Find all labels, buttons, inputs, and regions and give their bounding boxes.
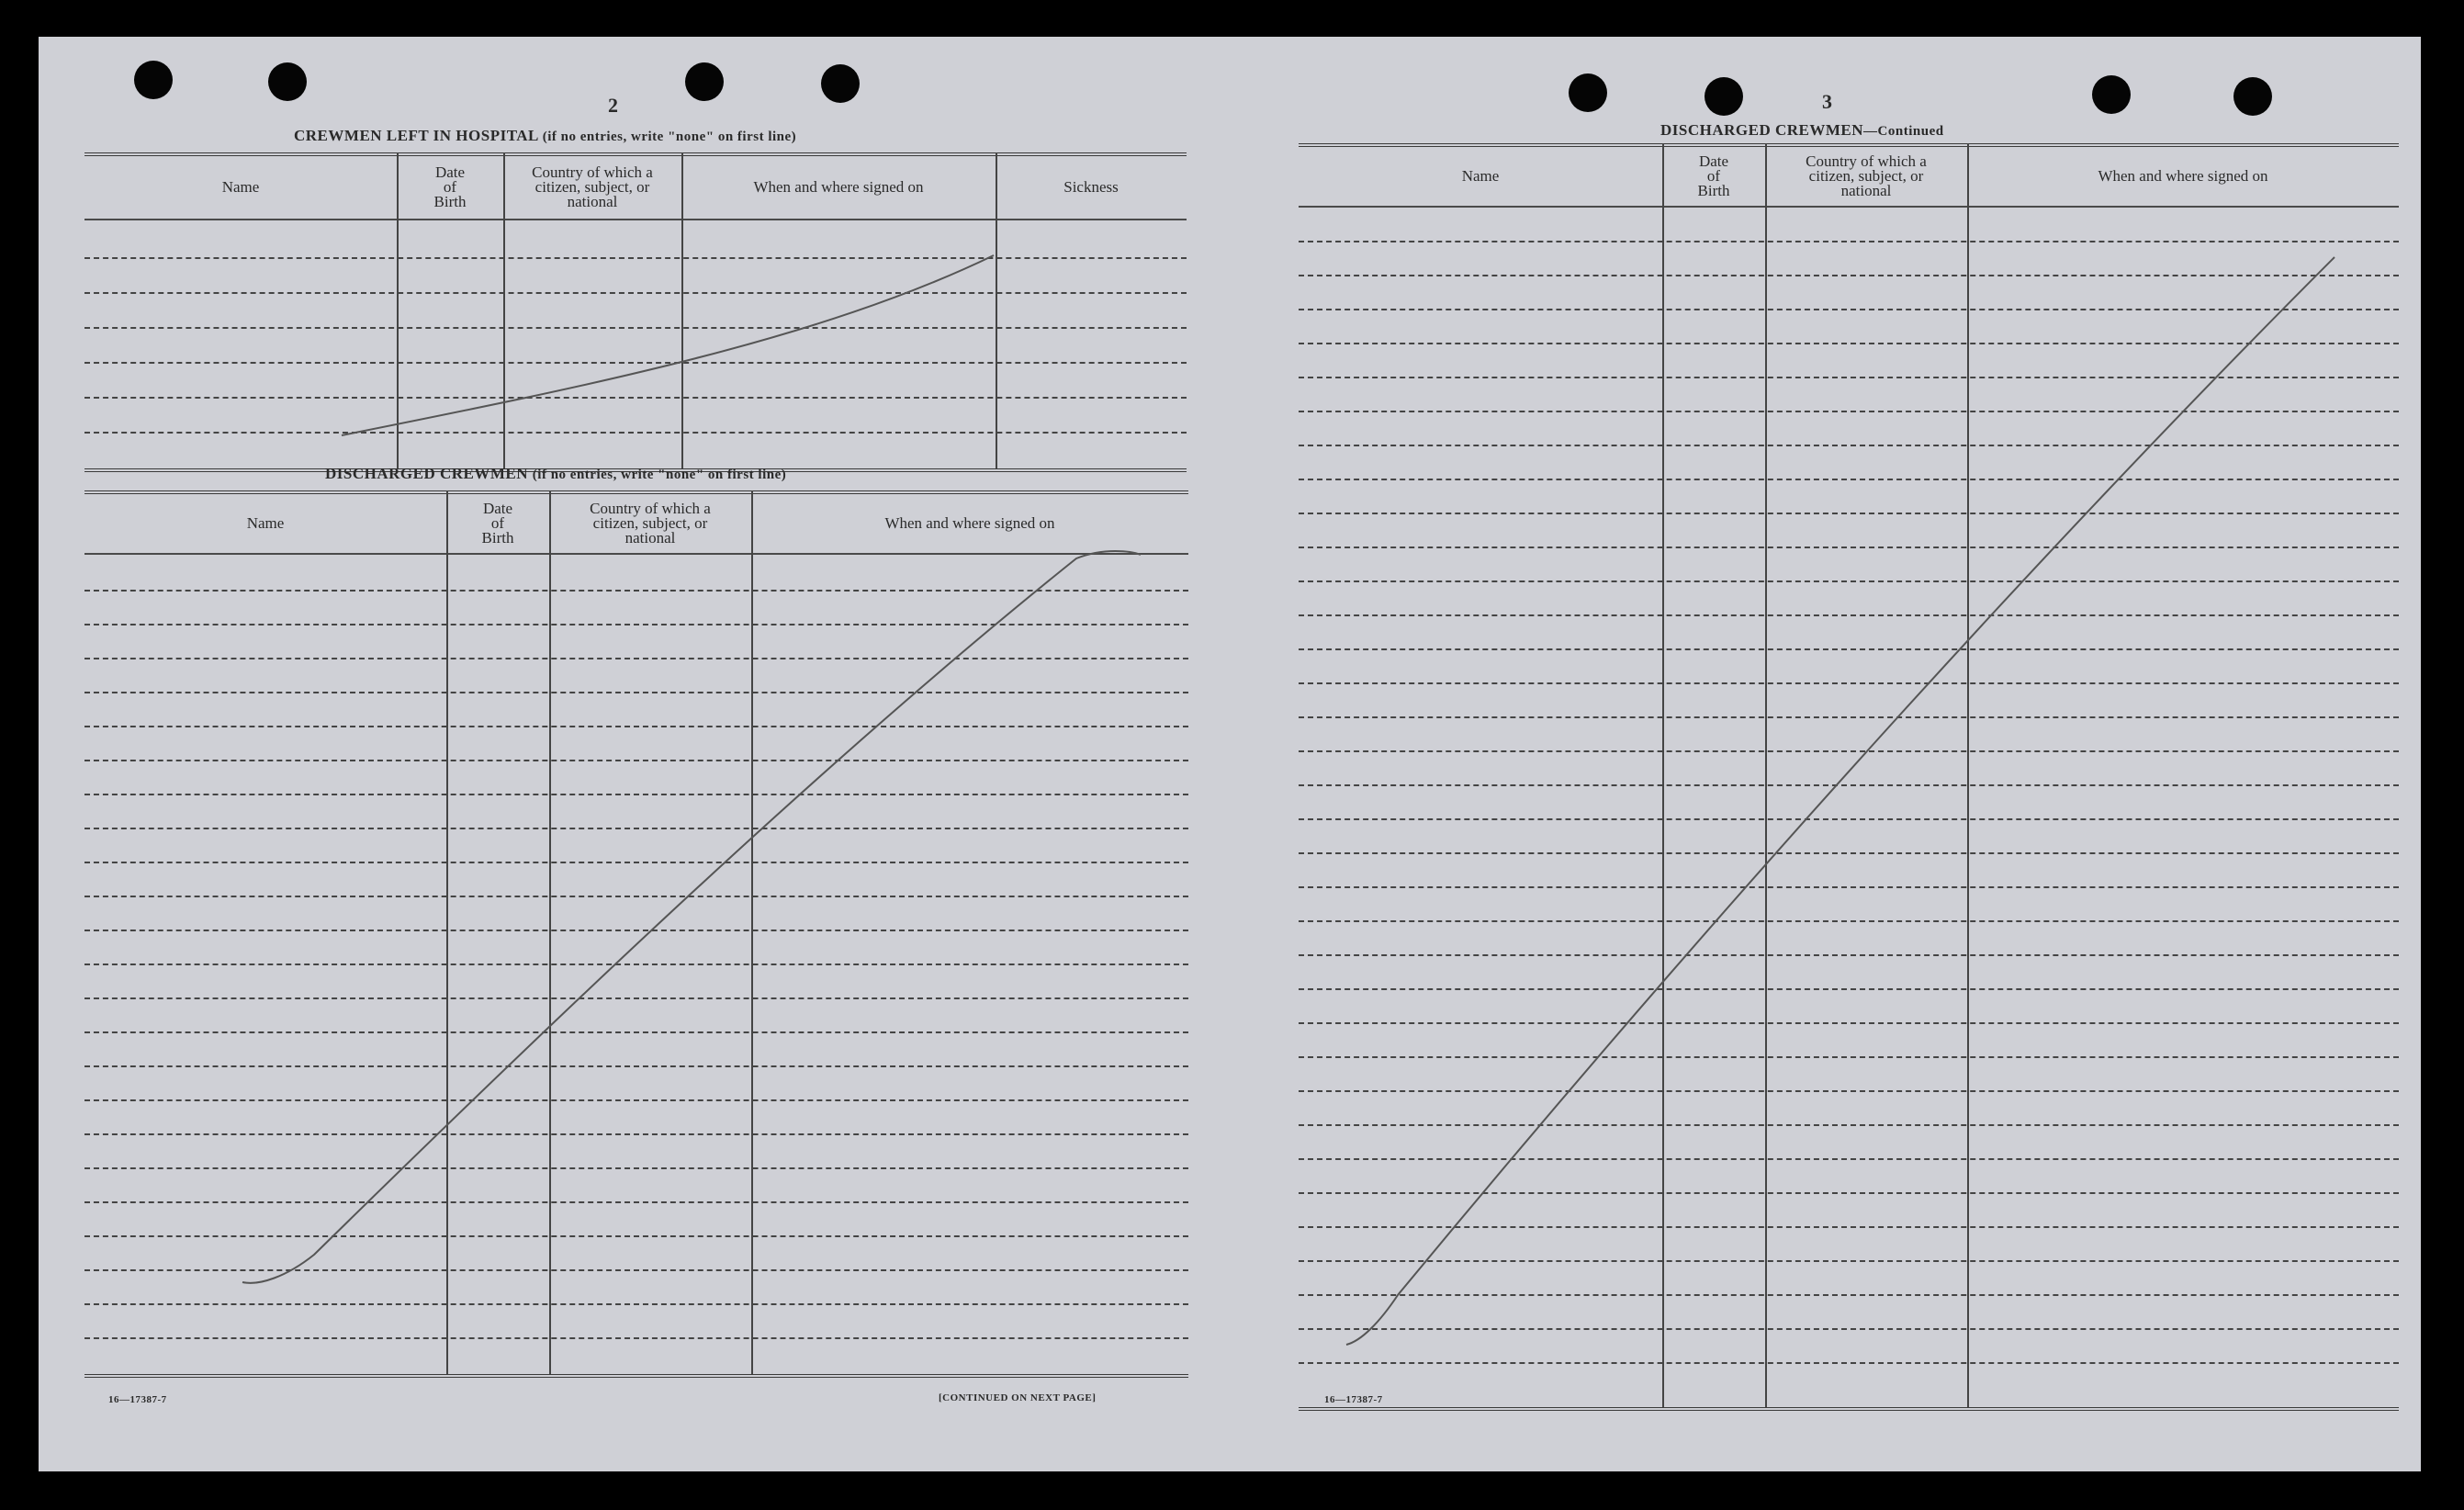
table-row-line — [84, 997, 1188, 999]
right-title-continued: —Continued — [1863, 124, 1944, 139]
table-row-line — [1299, 343, 2399, 344]
table-bottom-rule — [1299, 1407, 2399, 1411]
table-row-line — [1299, 1328, 2399, 1330]
punch-hole — [685, 62, 724, 101]
table-row-line — [1299, 1022, 2399, 1024]
column-header-date-of-birth: Date of Birth — [1697, 152, 1730, 199]
table-row-line — [1299, 479, 2399, 480]
right-section-title — [1660, 121, 1944, 140]
table-row-line — [1299, 241, 2399, 242]
header-bottom-rule — [1299, 206, 2399, 208]
column-header-signed-on: When and where signed on — [884, 514, 1055, 532]
table-row-line — [84, 760, 1188, 761]
hospital-table — [84, 152, 1187, 476]
form-number-left: 16—17387-7 — [108, 1394, 167, 1405]
column-divider — [1967, 143, 1969, 1407]
table-row-line — [84, 1065, 1188, 1067]
table-row-line — [1299, 580, 2399, 582]
table-row-line — [1299, 1362, 2399, 1364]
column-divider — [446, 490, 448, 1374]
page-number-right: 3 — [1822, 90, 1832, 113]
table-row-line — [84, 327, 1187, 329]
hospital-title-text: CREWMEN LEFT IN HOSPITAL — [294, 127, 538, 144]
table-row-line — [1299, 920, 2399, 922]
column-divider — [549, 490, 551, 1374]
table-row-line — [84, 1167, 1188, 1169]
column-header-country: Country of which a citizen, subject, or national — [590, 500, 711, 547]
table-row-line — [1299, 784, 2399, 786]
table-row-line — [1299, 1226, 2399, 1228]
discharged-title-note: (if no entries, write "none" on first line) — [532, 468, 787, 482]
punch-hole — [268, 62, 307, 101]
table-row-line — [1299, 988, 2399, 990]
document-sheet — [39, 37, 2421, 1471]
table-row-line — [84, 362, 1187, 364]
table-row-line — [84, 257, 1187, 259]
table-row-line — [84, 794, 1188, 795]
page-number-left: 2 — [608, 94, 618, 117]
column-header-country: Country of which a citizen, subject, or national — [1806, 152, 1927, 199]
table-row-line — [84, 624, 1188, 625]
table-row-line — [1299, 547, 2399, 548]
column-header-signed-on: When and where signed on — [753, 178, 924, 196]
table-row-line — [1299, 445, 2399, 446]
table-row-line — [84, 1099, 1188, 1101]
table-row-line — [1299, 1294, 2399, 1296]
table-row-line — [84, 1303, 1188, 1305]
table-row-line — [1299, 716, 2399, 718]
table-row-line — [1299, 275, 2399, 276]
table-row-line — [1299, 1260, 2399, 1262]
header-bottom-rule — [84, 219, 1187, 220]
punch-hole — [1705, 77, 1743, 116]
column-header-country: Country of which a citizen, subject, or national — [532, 163, 653, 210]
table-row-line — [84, 963, 1188, 965]
column-header-date-of-birth: Date of Birth — [433, 163, 467, 210]
table-row-line — [84, 397, 1187, 399]
table-row-line — [84, 930, 1188, 931]
table-row-line — [1299, 1124, 2399, 1126]
table-row-line — [1299, 886, 2399, 888]
table-row-line — [84, 692, 1188, 693]
table-row-line — [84, 1031, 1188, 1033]
table-row-line — [1299, 1158, 2399, 1160]
column-divider — [1765, 143, 1767, 1407]
header-bottom-rule — [84, 553, 1188, 555]
table-row-line — [84, 862, 1188, 863]
table-row-line — [84, 292, 1187, 294]
hospital-title-note: (if no entries, write "none" on first line) — [542, 130, 797, 144]
table-row-line — [1299, 682, 2399, 684]
column-header-date-of-birth: Date of Birth — [481, 500, 514, 547]
table-row-line — [1299, 954, 2399, 956]
table-row-line — [1299, 1090, 2399, 1092]
table-row-line — [1299, 411, 2399, 412]
table-row-line — [84, 1133, 1188, 1135]
table-row-line — [84, 658, 1188, 659]
punch-hole — [821, 64, 860, 103]
table-row-line — [84, 896, 1188, 897]
hospital-section-title — [294, 127, 796, 145]
column-header-signed-on: When and where signed on — [2098, 167, 2268, 185]
right-title-text: DISCHARGED CREWMEN — [1660, 121, 1864, 139]
punch-hole — [1569, 73, 1607, 112]
column-header-name: Name — [221, 178, 260, 196]
column-header-name: Name — [246, 514, 285, 532]
discharged-title-text: DISCHARGED CREWMEN — [325, 465, 529, 482]
table-row-line — [1299, 1192, 2399, 1194]
table-row-line — [1299, 750, 2399, 752]
table-row-line — [84, 726, 1188, 727]
punch-hole — [2233, 77, 2272, 116]
table-row-line — [84, 432, 1187, 434]
column-header-name: Name — [1461, 167, 1500, 185]
continued-note: [CONTINUED ON NEXT PAGE] — [939, 1392, 1097, 1403]
table-row-line — [84, 1337, 1188, 1339]
table-row-line — [84, 590, 1188, 592]
punch-hole — [2092, 75, 2131, 114]
discharged-table — [84, 490, 1188, 1391]
table-row-line — [84, 1235, 1188, 1237]
table-row-line — [1299, 852, 2399, 854]
column-divider — [1662, 143, 1664, 1407]
table-row-line — [1299, 513, 2399, 514]
table-row-line — [1299, 818, 2399, 820]
table-row-line — [84, 1269, 1188, 1271]
table-bottom-rule — [84, 1374, 1188, 1378]
table-row-line — [84, 1201, 1188, 1203]
table-row-line — [1299, 648, 2399, 650]
column-divider — [751, 490, 753, 1374]
table-row-line — [1299, 1056, 2399, 1058]
table-row-line — [1299, 309, 2399, 310]
column-header-sickness: Sickness — [1063, 178, 1119, 196]
table-row-line — [1299, 614, 2399, 616]
table-row-line — [84, 828, 1188, 829]
form-number-right: 16—17387-7 — [1324, 1394, 1383, 1405]
discharged-continued-table — [1299, 143, 2399, 1425]
discharged-section-title — [325, 465, 786, 483]
punch-hole — [134, 61, 173, 99]
table-row-line — [1299, 377, 2399, 378]
